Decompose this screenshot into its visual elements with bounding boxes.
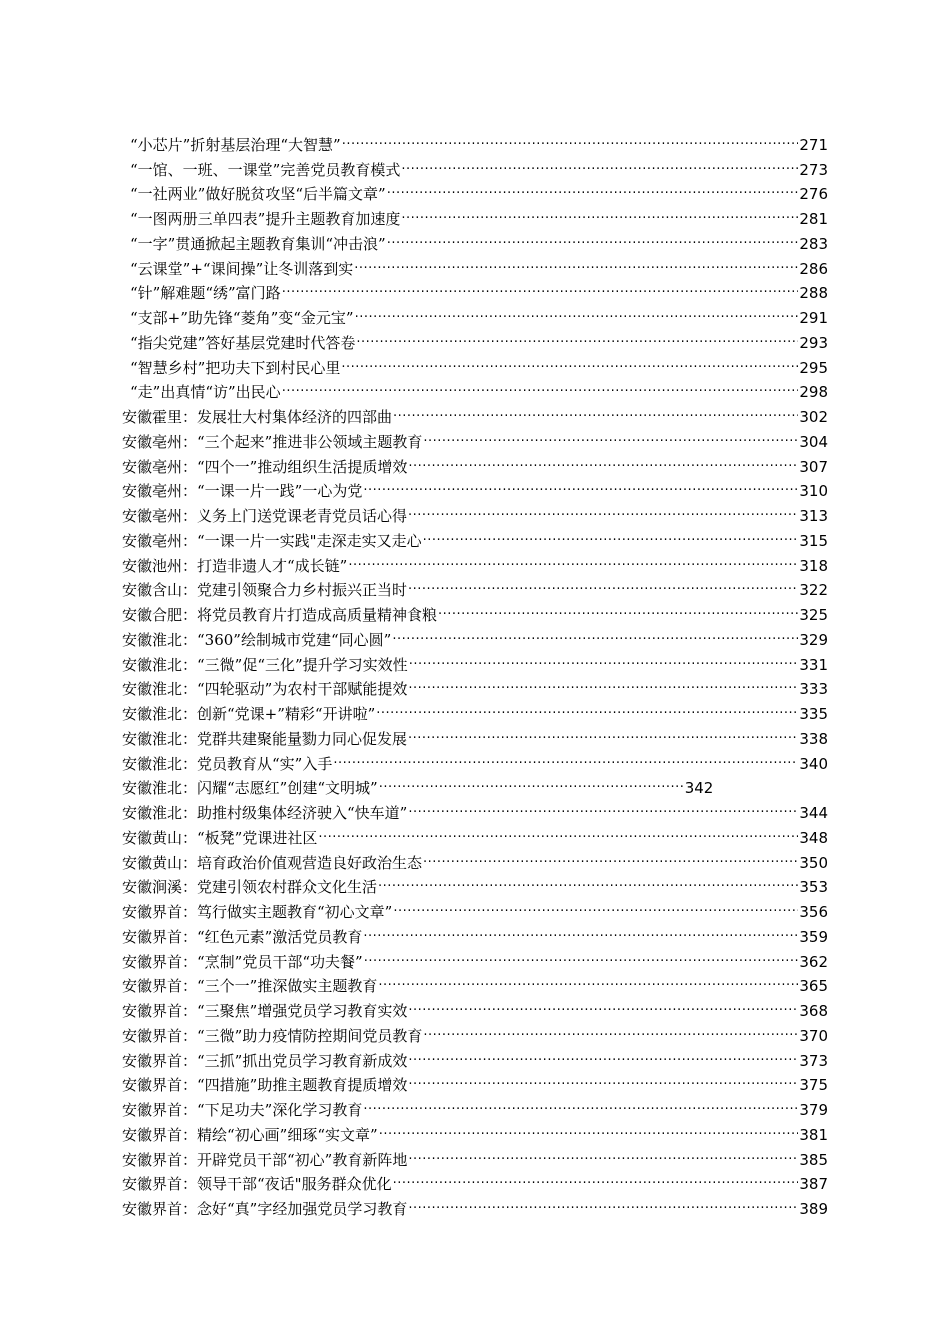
dot-leader <box>393 892 798 917</box>
dot-leader <box>379 769 684 794</box>
dot-leader <box>387 175 799 200</box>
dot-leader <box>408 991 798 1016</box>
toc-entry-page-number: 271 <box>799 135 828 154</box>
toc-entry-page-number: 288 <box>799 284 828 303</box>
dot-leader <box>408 1066 798 1091</box>
dot-leader <box>282 274 799 299</box>
toc-entry-title: 安徽淮北：“三微”促“三化”提升学习实效性 <box>122 655 408 674</box>
toc-entry-title: “支部+”助先锋“菱角”变“金元宝” <box>130 309 354 327</box>
dot-leader <box>364 942 799 967</box>
dot-leader <box>387 224 799 249</box>
toc-entry[interactable] <box>122 125 828 154</box>
dot-leader <box>408 447 798 472</box>
toc-entry-page-number: 373 <box>799 1051 828 1070</box>
dot-leader <box>393 1165 799 1190</box>
toc-entry-page-number: 333 <box>799 680 828 699</box>
toc-entry-page-number: 307 <box>799 457 828 476</box>
toc-entry-title: 安徽界首：“红色元素”激活党员教育 <box>122 927 363 946</box>
toc-entry-page-number: 286 <box>799 259 828 278</box>
dot-leader <box>408 793 798 818</box>
toc-entry-page-number: 283 <box>799 234 828 253</box>
toc-entry-title: 安徽亳州：“四个一”推动组织生活提质增效 <box>122 457 408 476</box>
toc-entry-title: “一馆、一班、一课堂”完善党员教育模式 <box>130 160 401 179</box>
toc-entry-title: 安徽界首：“三个一”推深做实主题教育 <box>122 977 378 996</box>
toc-entry-page-number: 293 <box>799 333 828 352</box>
toc-entry-title: 安徽界首：“三聚焦”增强党员学习教育实效 <box>122 1002 408 1020</box>
toc-entry-page-number: 335 <box>799 705 828 723</box>
toc-entry-title: “一图两册三单四表”提升主题教育加速度 <box>130 210 401 228</box>
toc-entry-page-number: 368 <box>799 1002 828 1020</box>
toc-entry-title: 安徽淮北：“360”绘制城市党建“同心圆” <box>122 630 392 649</box>
toc-entry-page-number: 338 <box>799 729 828 748</box>
dot-leader <box>342 125 799 150</box>
dot-leader <box>423 521 799 546</box>
toc-entry-title: 安徽霍里：发展壮大村集体经济的四部曲 <box>122 408 393 426</box>
toc-entry-page-number: 385 <box>799 1150 828 1169</box>
dot-leader <box>355 298 799 323</box>
toc-entry-page-number: 350 <box>799 853 828 872</box>
toc-entry-page-number: 313 <box>799 507 828 525</box>
dot-leader <box>354 249 798 274</box>
toc-entry-page-number: 387 <box>799 1175 828 1194</box>
toc-entry-title: 安徽界首：“四措施”助推主题教育提质增效 <box>122 1076 408 1095</box>
dot-leader <box>401 150 798 175</box>
dot-leader <box>376 694 798 719</box>
toc-entry-title: 安徽亳州：“一课一片一践”一心为党 <box>122 482 363 501</box>
dot-leader <box>392 620 798 645</box>
toc-entry-title: 安徽界首：开辟党员干部“初心”教育新阵地 <box>122 1150 408 1169</box>
toc-entry-title: 安徽涧溪：党建引领农村群众文化生活 <box>122 878 378 897</box>
toc-entry-page-number: 291 <box>799 309 828 327</box>
toc-entry-page-number: 389 <box>799 1200 828 1218</box>
toc-entry-title: “一社两业”做好脱贫攻坚“后半篇文章” <box>130 185 386 204</box>
dot-leader <box>378 868 798 893</box>
toc-entry-title: 安徽淮北：党群共建聚能量勠力同心促发展 <box>122 729 408 748</box>
dot-leader <box>401 199 798 224</box>
toc-entry-title: “指尖党建”答好基层党建时代答卷 <box>130 333 356 352</box>
dot-leader <box>356 323 798 348</box>
toc-entry-page-number: 379 <box>799 1101 828 1119</box>
dot-leader <box>408 1041 798 1066</box>
dot-leader <box>408 1140 798 1165</box>
toc-entry-page-number: 342 <box>684 779 714 798</box>
dot-leader <box>409 645 799 670</box>
toc-entry-title: “针”解难题“绣”富门路 <box>130 284 281 303</box>
dot-leader <box>363 1090 798 1115</box>
toc-entry-title: “一字”贯通掀起主题教育集训“冲击浪” <box>130 234 386 253</box>
dot-leader <box>282 373 799 398</box>
toc-entry-title: 安徽界首：精绘“初心画”细琢“实文章” <box>122 1125 378 1144</box>
dot-leader <box>408 496 798 521</box>
toc-entry-page-number: 359 <box>799 927 828 946</box>
toc-entry-title: “小芯片”折射基层治理“大智慧” <box>130 135 341 154</box>
toc-entry-page-number: 340 <box>799 754 828 773</box>
toc-entry-page-number: 322 <box>799 581 828 600</box>
toc-entry-title: 安徽界首：“三微”助力疫情防控期间党员教育 <box>122 1026 423 1045</box>
dot-leader <box>378 967 798 992</box>
toc-entry-title: 安徽淮北：党员教育从“实”入手 <box>122 754 333 773</box>
dot-leader <box>363 472 798 497</box>
toc-entry-page-number: 310 <box>799 482 828 501</box>
toc-entry-title: “走”出真情“访”出民心 <box>130 383 281 402</box>
dot-leader <box>438 595 798 620</box>
toc-entry-page-number: 318 <box>799 556 828 575</box>
toc-entry-title: 安徽淮北：创新“党课+”精彩“开讲啦” <box>122 705 376 723</box>
dot-leader <box>341 348 798 373</box>
toc-entry-page-number: 344 <box>799 804 828 822</box>
dot-leader <box>318 818 798 843</box>
toc-entry-page-number: 298 <box>799 383 828 402</box>
dot-leader <box>423 1016 798 1041</box>
toc-entry-page-number: 295 <box>799 358 828 377</box>
dot-leader <box>408 1189 798 1214</box>
dot-leader <box>363 917 798 942</box>
toc-entry-page-number: 331 <box>799 655 828 674</box>
toc-entry-page-number: 348 <box>799 828 828 847</box>
toc-entry-page-number: 370 <box>799 1026 828 1045</box>
dot-leader <box>423 422 798 447</box>
toc-entry-title: 安徽界首：“下足功夫”深化学习教育 <box>122 1101 363 1119</box>
toc-entry-page-number: 381 <box>799 1125 828 1144</box>
toc-entry-page-number: 302 <box>799 408 828 426</box>
dot-leader <box>423 843 798 868</box>
table-of-contents <box>122 125 828 1218</box>
toc-entry-page-number: 273 <box>799 160 828 179</box>
toc-entry-title: “智慧乡村”把功夫下到村民心里 <box>130 358 341 377</box>
dot-leader <box>333 744 798 769</box>
toc-entry-page-number: 315 <box>799 531 828 550</box>
dot-leader <box>379 1115 799 1140</box>
toc-entry-title: 安徽界首：“烹制”党员干部“功夫餐” <box>122 952 363 971</box>
dot-leader <box>393 397 798 422</box>
dot-leader <box>408 719 798 744</box>
toc-entry-page-number: 281 <box>799 210 828 228</box>
toc-entry-page-number: 353 <box>799 878 828 897</box>
toc-entry-title: 安徽界首：领导干部“夜话"服务群众优化 <box>122 1175 392 1194</box>
toc-entry-title: 安徽黄山：“板凳”党课进社区 <box>122 828 318 847</box>
toc-entry-title: “云课堂”+“课间操”让冬训落到实 <box>130 259 354 278</box>
toc-entry-page-number: 325 <box>799 606 828 624</box>
toc-entry-title: 安徽黄山：培育政治价值观营造良好政治生态 <box>122 853 423 872</box>
toc-entry-title: 安徽亳州：“一课一片一实践"走深走实又走心 <box>122 531 422 550</box>
toc-entry-title: 安徽淮北：闪耀“志愿红”创建“文明城” <box>122 779 378 798</box>
toc-entry-page-number: 365 <box>799 977 828 996</box>
toc-entry-title: 安徽合肥：将党员教育片打造成高质量精神食粮 <box>122 606 438 624</box>
dot-leader <box>348 546 798 571</box>
toc-entry-title: 安徽含山：党建引领聚合力乡村振兴正当时 <box>122 581 408 600</box>
toc-entry-page-number: 375 <box>799 1076 828 1095</box>
toc-entry-title: 安徽亳州：义务上门送党课老青党员话心得 <box>122 507 408 525</box>
toc-entry-title: 安徽亳州：“三个起来”推进非公领域主题教育 <box>122 432 423 451</box>
toc-entry-title: 安徽淮北：“四轮驱动”为农村干部赋能提效 <box>122 680 408 699</box>
toc-entry-page-number: 329 <box>799 630 828 649</box>
toc-entry-title: 安徽淮北：助推村级集体经济驶入“快车道” <box>122 804 408 822</box>
toc-entry-title: 安徽界首：念好“真”字经加强党员学习教育 <box>122 1200 408 1218</box>
toc-entry-title: 安徽池州：打造非遗人才“成长链” <box>122 556 348 575</box>
toc-entry-page-number: 276 <box>799 185 828 204</box>
toc-entry-title: 安徽界首：“三抓”抓出党员学习教育新成效 <box>122 1051 408 1070</box>
dot-leader <box>408 670 798 695</box>
toc-entry-page-number: 356 <box>799 903 828 921</box>
toc-entry-page-number: 362 <box>799 952 828 971</box>
toc-entry-page-number: 304 <box>799 432 828 451</box>
dot-leader <box>408 571 798 596</box>
toc-entry-title: 安徽界首：笃行做实主题教育“初心文章” <box>122 903 393 921</box>
